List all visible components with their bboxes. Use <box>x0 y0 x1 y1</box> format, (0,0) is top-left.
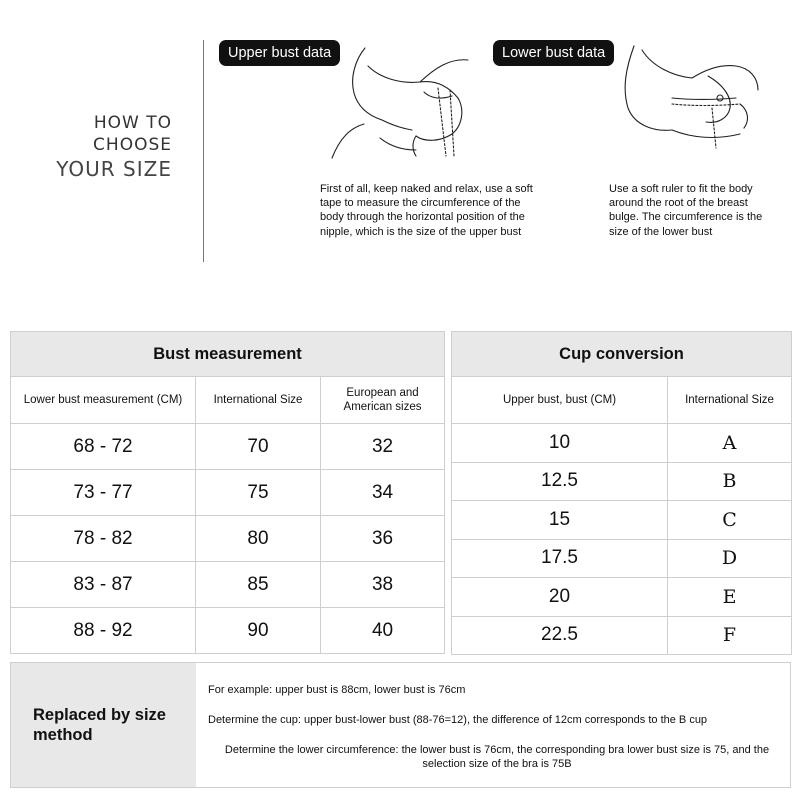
upper-bust-label: Upper bust data <box>219 40 340 66</box>
table-cell: E <box>668 578 792 617</box>
table-cell: 88 - 92 <box>11 608 196 654</box>
table-row <box>11 562 445 608</box>
upper-bust-illustration <box>320 38 480 168</box>
table-row <box>11 424 445 470</box>
upper-bust-description: First of all, keep naked and relax, use a soft tape to measure the circumference of the body through the horizontal position of the nipple, which is the size of the upper bust <box>320 183 533 238</box>
table-cell: 15 <box>452 501 668 540</box>
table-cell: 73 - 77 <box>11 470 196 516</box>
bust-measurement-table <box>10 331 445 654</box>
table-cell: 12.5 <box>452 462 668 501</box>
bust-col-header: European and American sizes <box>321 377 445 424</box>
lower-bust-label: Lower bust data <box>493 40 614 66</box>
size-method-example <box>10 662 791 788</box>
table-cell: 36 <box>321 516 445 562</box>
table-cell: 20 <box>452 578 668 617</box>
table-row <box>11 608 445 654</box>
example-lines <box>208 683 786 771</box>
table-cell: 40 <box>321 608 445 654</box>
title-line-1: HOW TO <box>93 113 172 133</box>
cup-col-header: International Size <box>668 377 792 424</box>
table-row <box>452 578 792 617</box>
example-label: Replaced by size method <box>11 663 196 787</box>
bust-col-header: International Size <box>196 377 321 424</box>
table-cell: 80 <box>196 516 321 562</box>
table-row <box>452 424 792 463</box>
table-cell: 75 <box>196 470 321 516</box>
table-cell: 90 <box>196 608 321 654</box>
table-row <box>452 462 792 501</box>
table-cell: 38 <box>321 562 445 608</box>
table-cell: 70 <box>196 424 321 470</box>
table-cell: F <box>668 616 792 655</box>
table-cell: C <box>668 501 792 540</box>
table-cell: D <box>668 539 792 578</box>
header-divider <box>203 40 204 262</box>
cup-table-title: Cup conversion <box>452 332 792 377</box>
page-title <box>40 112 172 182</box>
table-row <box>452 616 792 655</box>
table-cell: A <box>668 424 792 463</box>
bust-table-title: Bust measurement <box>11 332 445 377</box>
lower-bust-illustration <box>612 38 767 158</box>
bust-col-header: Lower bust measurement (CM) <box>11 377 196 424</box>
table-cell: 32 <box>321 424 445 470</box>
table-cell: 68 - 72 <box>11 424 196 470</box>
title-line-3: YOUR SIZE <box>56 157 172 181</box>
table-row <box>452 539 792 578</box>
example-line-2: Determine the cup: upper bust-lower bust (88-76=12), the difference of 12cm corresponds to the B cup <box>208 714 708 726</box>
table-cell: 34 <box>321 470 445 516</box>
table-row <box>11 470 445 516</box>
table-cell: B <box>668 462 792 501</box>
table-cell: 85 <box>196 562 321 608</box>
table-cell: 22.5 <box>452 616 668 655</box>
cup-conversion-table <box>451 331 792 655</box>
table-cell: 17.5 <box>452 539 668 578</box>
table-cell: 10 <box>452 424 668 463</box>
lower-bust-description: Use a soft ruler to fit the body around the root of the breast bulge. The circumference is the size of the lower bust <box>609 183 763 238</box>
table-row <box>452 501 792 540</box>
cup-col-header: Upper bust, bust (CM) <box>452 377 668 424</box>
example-line-1: For example: upper bust is 88cm, lower bust is 76cm <box>208 684 466 696</box>
title-line-2: CHOOSE <box>93 135 172 155</box>
table-cell: 78 - 82 <box>11 516 196 562</box>
example-line-3: Determine the lower circumference: the lower bust is 76cm, the corresponding bra lower bust size is 75, and the selection size of the bra is 75B <box>224 744 770 770</box>
table-row <box>11 516 445 562</box>
table-cell: 83 - 87 <box>11 562 196 608</box>
